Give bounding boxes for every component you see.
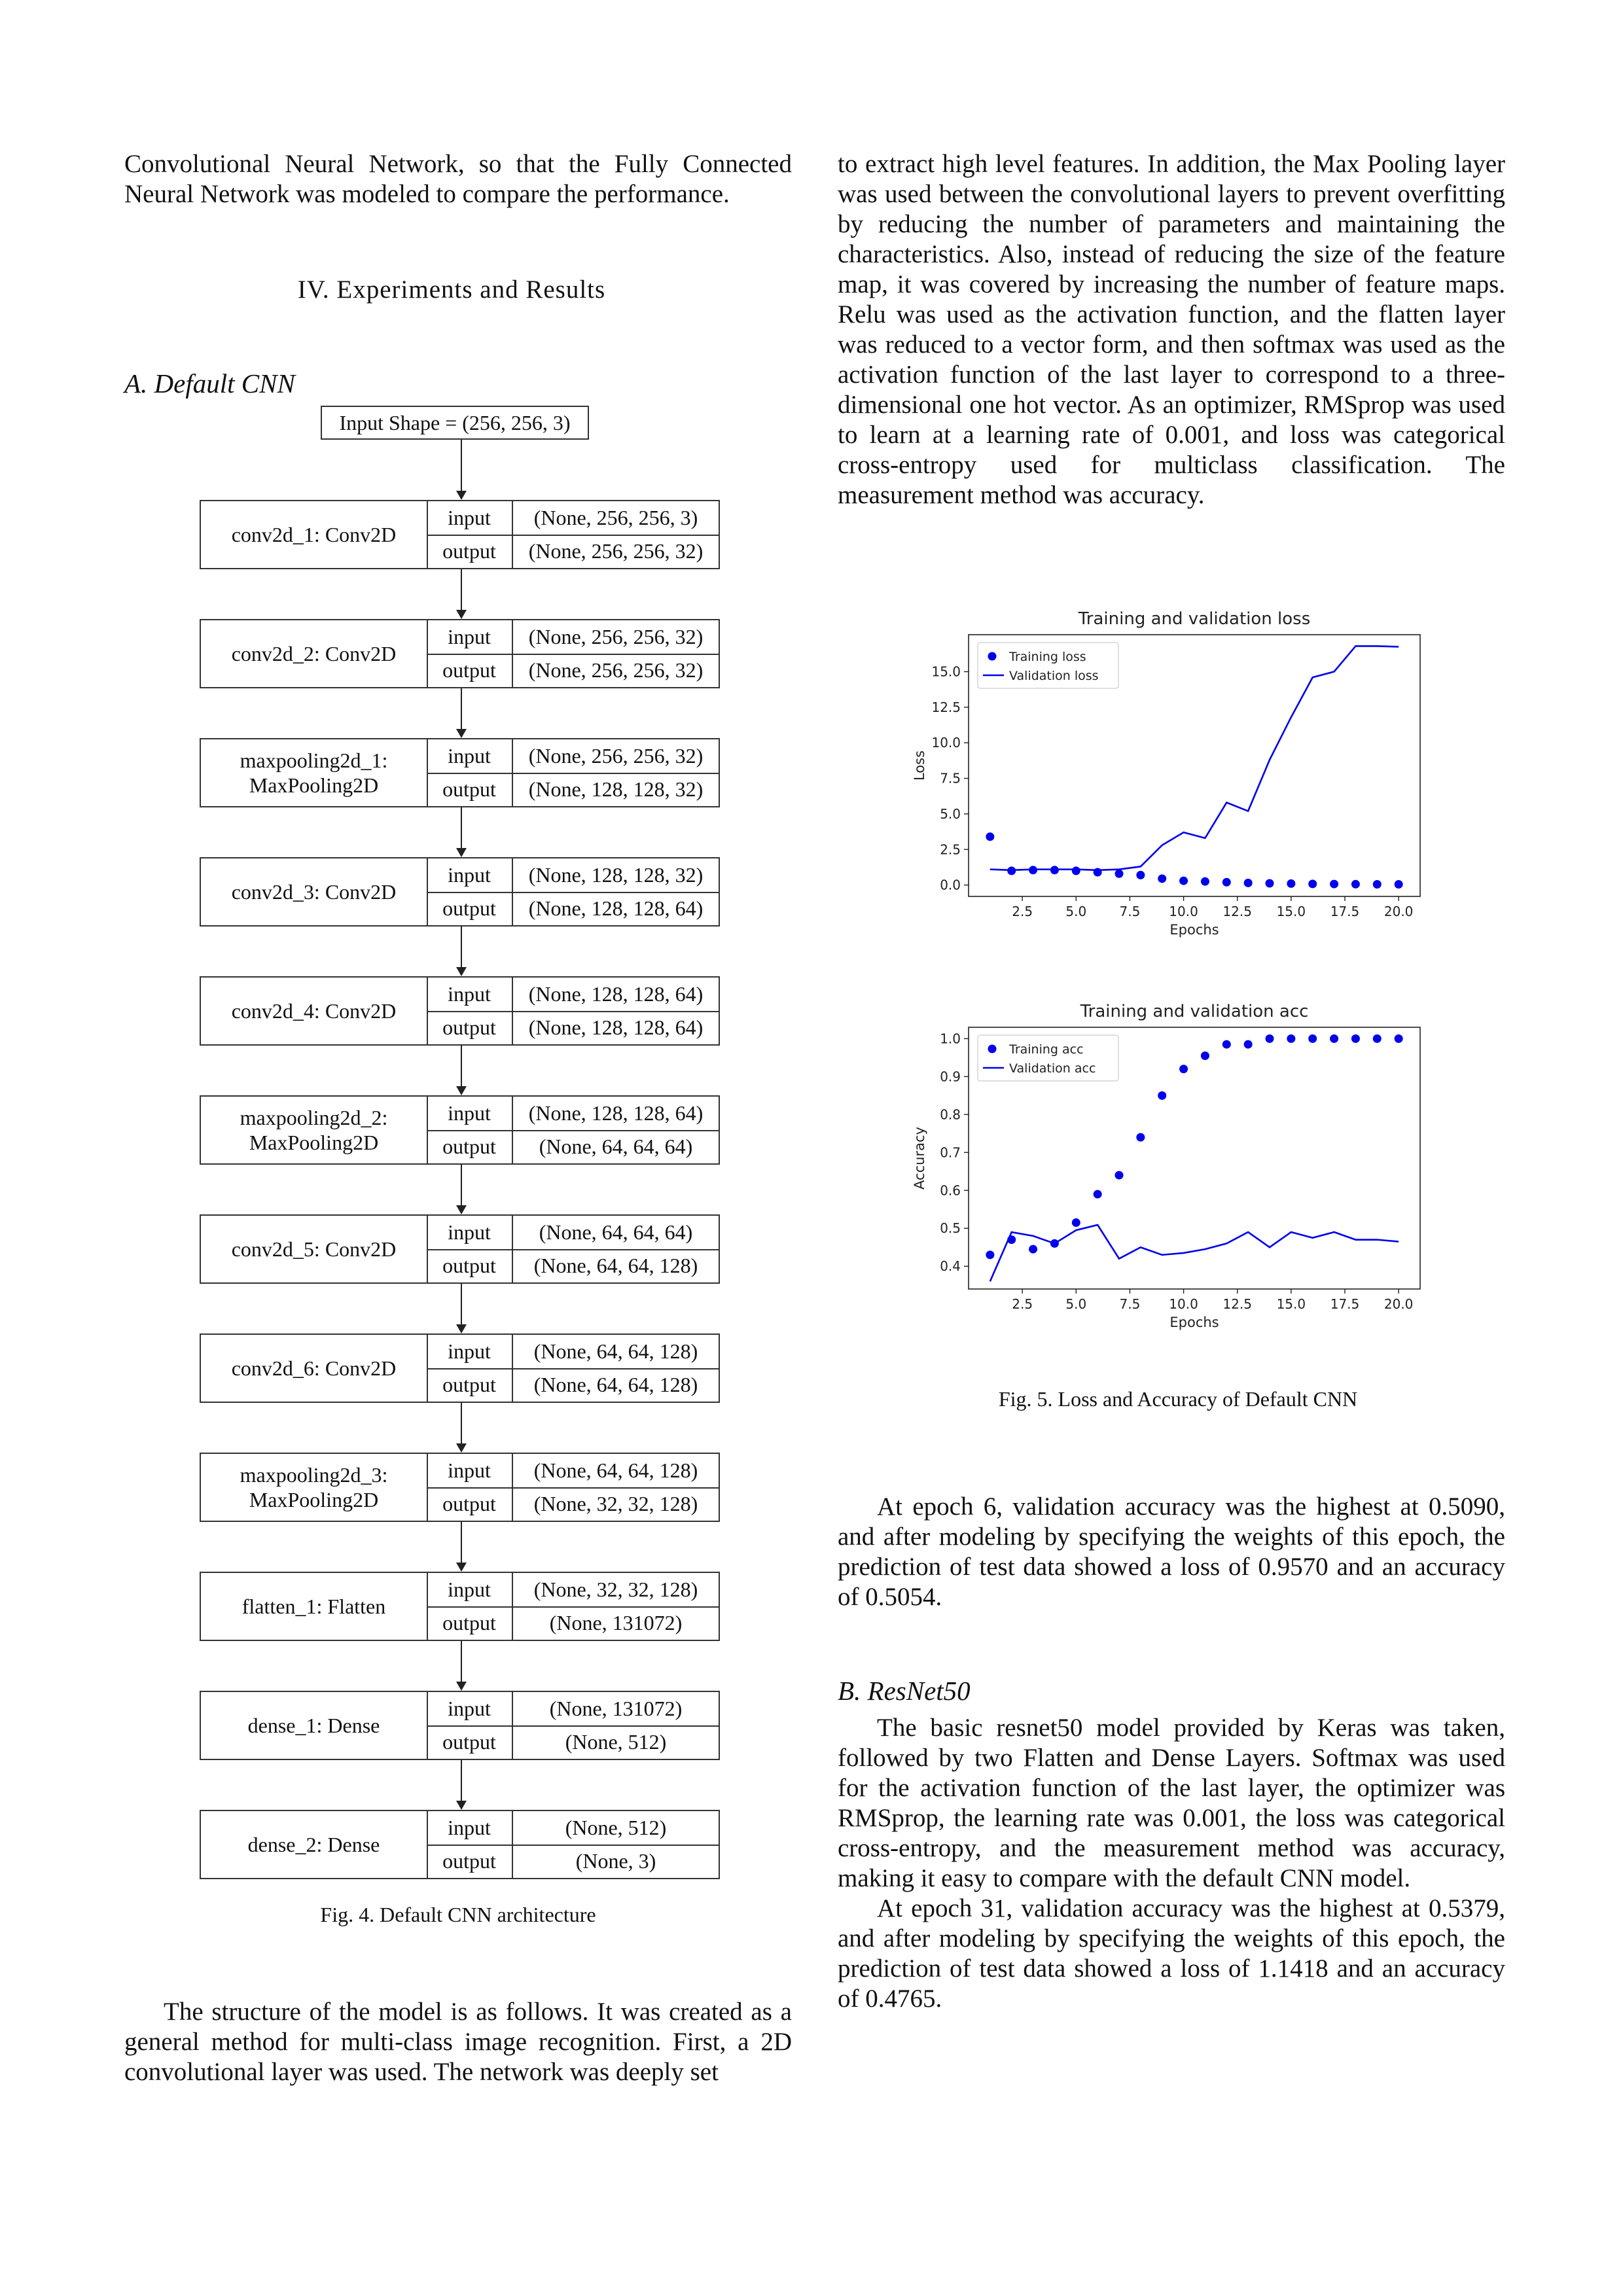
training-series-point <box>1395 880 1403 889</box>
input-shape-value: (None, 128, 128, 64) <box>513 1097 719 1131</box>
y-tick-label: 0.4 <box>940 1258 961 1275</box>
layer-box <box>200 1810 720 1879</box>
training-series-point <box>1201 877 1209 886</box>
training-series-point <box>1351 1034 1360 1043</box>
input-label: input <box>427 858 513 893</box>
y-axis-label: Loss <box>912 750 927 781</box>
output-shape-value: (None, 64, 64, 128) <box>533 1373 698 1396</box>
loss-chart-svg <box>903 595 1453 975</box>
input-label: input <box>427 1811 513 1846</box>
epoch6-paragraph: At epoch 6, validation accuracy was the highest at 0.5090, and after modeling by specifying the weights of this epoch, the prediction of test data showed a loss of 0.9570 and an accuracy of 0.5054. <box>838 1492 1505 1611</box>
x-tick-label: 17.5 <box>1330 1296 1360 1312</box>
flow-arrow <box>461 569 462 610</box>
layer-name: dense_1: Dense <box>201 1692 428 1759</box>
flow-arrow-head <box>456 1324 467 1333</box>
input-label: input <box>427 501 513 536</box>
training-series-point <box>1287 1034 1295 1043</box>
training-series-point <box>1266 1034 1274 1043</box>
accuracy-chart-svg <box>903 988 1453 1368</box>
input-shape-value: (None, 256, 256, 32) <box>513 620 719 655</box>
output-shape-value: (None, 512) <box>565 1730 667 1754</box>
layer-box <box>200 1333 720 1403</box>
x-tick-label: 5.0 <box>1065 904 1087 919</box>
flow-arrow-head <box>456 1801 467 1810</box>
flow-arrow <box>461 1165 462 1205</box>
x-tick-label: 10.0 <box>1169 904 1198 919</box>
y-tick-label: 15.0 <box>931 663 961 680</box>
y-tick-label: 7.5 <box>940 770 961 786</box>
input-shape-value: (None, 64, 64, 128) <box>513 1454 719 1489</box>
right-epoch6 <box>838 1492 1505 1612</box>
input-shape-value: (None, 32, 32, 128) <box>513 1573 719 1608</box>
flow-arrow <box>461 1046 462 1086</box>
training-series-point <box>1351 880 1360 889</box>
flow-arrow-head <box>456 1443 467 1453</box>
input-shape-value: (None, 128, 128, 32) <box>513 858 719 893</box>
x-tick-label: 15.0 <box>1276 1296 1306 1312</box>
layer-name: maxpooling2d_1: MaxPooling2D <box>201 739 428 806</box>
layer-name: dense_2: Dense <box>201 1811 428 1878</box>
output-shape-value: (None, 128, 128, 64) <box>528 1016 704 1039</box>
flow-arrow <box>461 807 462 848</box>
layer-box <box>200 1095 720 1165</box>
left-structure <box>124 1997 792 2087</box>
output-label: output <box>427 535 513 568</box>
layer-box <box>200 1572 720 1641</box>
flow-arrow <box>461 927 462 967</box>
legend-label-validation: Validation loss <box>1009 669 1099 683</box>
x-axis-label: Epochs <box>1169 922 1219 938</box>
y-tick-label: 0.7 <box>940 1144 961 1161</box>
layer-name: maxpooling2d_2: MaxPooling2D <box>201 1097 428 1163</box>
legend-label-training: Training loss <box>1009 650 1086 664</box>
method-paragraph: to extract high level features. In addition, the Max Pooling layer was used between the convolutional layers to prevent overfitting by reducing the number of parameters and maintaining the characteristics. Also, instead of reducing the size of the feature map, it was covered by increasing the number of feature maps. Relu was used as the activation function, and the flatten layer was reduced to a vector form, and then softmax was used as the activation function of the last layer to correspond to a three-dimensional one hot vector. As an optimizer, RMSprop was used to learn at a learning rate of 0.001, and loss was categorical cross-entropy used for multiclass classification. The measurement method was accuracy. <box>838 150 1505 509</box>
intro-paragraph: Convolutional Neural Network, so that the Fully Connected Neural Network was modeled to compare the performance. <box>124 150 792 208</box>
layer-box <box>200 500 720 569</box>
flow-arrow <box>461 1641 462 1682</box>
x-tick-label: 10.0 <box>1169 1296 1198 1312</box>
layer-box <box>200 738 720 807</box>
training-series-point <box>986 832 994 841</box>
legend-label-training: Training acc <box>1009 1042 1084 1057</box>
training-series-point <box>1395 1034 1403 1043</box>
x-tick-label: 12.5 <box>1222 1296 1252 1312</box>
input-label: input <box>427 1335 513 1369</box>
x-tick-label: 20.0 <box>1383 904 1414 919</box>
layer-box <box>200 1214 720 1284</box>
layer-name: maxpooling2d_3: MaxPooling2D <box>201 1454 428 1521</box>
layer-name: flatten_1: Flatten <box>201 1573 428 1640</box>
flow-arrow-head <box>456 848 467 857</box>
training-series-point <box>1179 877 1188 885</box>
training-series-point <box>986 1250 994 1259</box>
flow-arrow <box>461 1284 462 1324</box>
x-tick-label: 2.5 <box>1012 904 1033 919</box>
output-shape-value: (None, 128, 128, 64) <box>528 896 704 920</box>
training-series-point <box>1330 880 1338 889</box>
output-shape-value: (None, 64, 64, 64) <box>539 1135 693 1158</box>
output-label: output <box>427 1368 513 1402</box>
layer-name: conv2d_2: Conv2D <box>201 620 428 687</box>
right-top <box>838 149 1505 510</box>
x-tick-label: 17.5 <box>1330 904 1360 919</box>
output-label: output <box>427 1130 513 1163</box>
flow-arrow-head <box>456 729 467 738</box>
training-series-point <box>1244 879 1253 887</box>
layer-box <box>200 1453 720 1522</box>
flow-arrow <box>461 1522 462 1563</box>
x-tick-label: 15.0 <box>1276 904 1306 919</box>
output-label: output <box>427 1606 513 1640</box>
flow-arrow-head <box>456 1086 467 1095</box>
input-shape-box: Input Shape = (256, 256, 3) <box>321 406 589 440</box>
y-tick-label: 0.5 <box>940 1220 961 1237</box>
y-tick-label: 0.6 <box>940 1182 961 1199</box>
output-label: output <box>427 654 513 687</box>
flow-arrow-head <box>456 1563 467 1572</box>
y-axis-label: Accuracy <box>912 1127 927 1190</box>
training-series-point <box>1222 1040 1231 1049</box>
fig5-caption: Fig. 5. Loss and Accuracy of Default CNN <box>998 1387 1358 1411</box>
input-label: input <box>427 1216 513 1250</box>
output-label: output <box>427 1725 513 1759</box>
input-label: input <box>427 1692 513 1727</box>
chart-title: Training and validation acc <box>1080 1002 1309 1021</box>
architecture-diagram <box>196 406 720 1898</box>
training-series-point <box>1201 1051 1209 1060</box>
layer-name: conv2d_1: Conv2D <box>201 501 428 568</box>
flow-arrow-head <box>456 1682 467 1691</box>
output-shape-value: (None, 256, 256, 32) <box>528 539 704 563</box>
training-series-point <box>1373 880 1382 889</box>
layer-name: conv2d_3: Conv2D <box>201 858 428 925</box>
layer-box <box>200 619 720 688</box>
loss-chart <box>903 595 1453 975</box>
y-tick-label: 0.0 <box>940 877 961 893</box>
training-series-point <box>1222 878 1231 887</box>
output-shape-value: (None, 64, 64, 128) <box>533 1254 698 1277</box>
input-shape-value: (None, 512) <box>513 1811 719 1846</box>
training-series-point <box>1115 1171 1124 1180</box>
x-tick-label: 20.0 <box>1383 1296 1414 1312</box>
training-series-point <box>1373 1034 1382 1043</box>
output-shape-value: (None, 3) <box>575 1849 656 1873</box>
training-series-point <box>1330 1034 1338 1043</box>
training-series-point <box>1136 1133 1145 1142</box>
input-label: input <box>427 739 513 774</box>
training-series-point <box>1179 1065 1188 1073</box>
structure-paragraph: The structure of the model is as follows. It was created as a general method for multi-class image recognition. First, a 2D convolutional layer was used. The network was deeply set <box>124 1998 792 2086</box>
input-shape-value: (None, 256, 256, 32) <box>513 739 719 774</box>
layer-box <box>200 1691 720 1760</box>
subsection-a-heading: A. Default CNN <box>124 368 295 398</box>
input-label: input <box>427 1097 513 1131</box>
training-series-point <box>1072 866 1080 875</box>
layer-box <box>200 857 720 927</box>
output-label: output <box>427 1487 513 1521</box>
input-shape-value: (None, 64, 64, 128) <box>513 1335 719 1369</box>
flow-arrow-head <box>456 967 467 976</box>
fig4-caption: Fig. 4. Default CNN architecture <box>320 1903 596 1926</box>
y-tick-label: 0.8 <box>940 1106 961 1123</box>
output-label: output <box>427 892 513 925</box>
y-tick-label: 10.0 <box>931 735 961 751</box>
input-label: input <box>427 978 513 1012</box>
validation-series-line <box>990 1225 1399 1281</box>
layer-name: conv2d_4: Conv2D <box>201 978 428 1044</box>
x-tick-label: 2.5 <box>1012 1296 1033 1312</box>
input-label: input <box>427 1573 513 1608</box>
output-shape-value: (None, 128, 128, 32) <box>528 777 704 801</box>
y-tick-label: 5.0 <box>940 805 961 822</box>
input-shape-value: (None, 256, 256, 3) <box>513 501 719 536</box>
subsection-b-heading: B. ResNet50 <box>838 1676 971 1706</box>
flow-arrow-head <box>456 610 467 619</box>
chart-title: Training and validation loss <box>1078 609 1311 629</box>
output-label: output <box>427 1249 513 1282</box>
x-tick-label: 5.0 <box>1065 1296 1087 1312</box>
layer-box <box>200 976 720 1046</box>
flow-arrow <box>461 688 462 729</box>
input-label: input <box>427 620 513 655</box>
flow-arrow <box>461 1403 462 1443</box>
output-label: output <box>427 1011 513 1044</box>
training-series-point <box>1136 871 1145 879</box>
training-series-point <box>1158 1091 1166 1100</box>
layer-name: conv2d_6: Conv2D <box>201 1335 428 1402</box>
input-label: input <box>427 1454 513 1489</box>
training-series-point <box>1287 879 1295 888</box>
left-intro <box>124 149 792 209</box>
x-tick-label: 7.5 <box>1119 1296 1141 1312</box>
layer-name: conv2d_5: Conv2D <box>201 1216 428 1282</box>
flow-arrow <box>461 1760 462 1801</box>
flow-arrow <box>461 440 462 491</box>
legend-marker-training <box>988 652 997 661</box>
output-shape-value: (None, 32, 32, 128) <box>533 1492 698 1515</box>
flow-arrow-head <box>456 1205 467 1214</box>
y-tick-label: 1.0 <box>940 1031 961 1047</box>
training-series-point <box>1158 874 1166 883</box>
section-heading: IV. Experiments and Results <box>297 275 606 304</box>
right-resnet <box>838 1713 1505 2014</box>
input-shape-value: (None, 64, 64, 64) <box>513 1216 719 1250</box>
y-tick-label: 12.5 <box>931 699 961 715</box>
input-shape-value: (None, 128, 128, 64) <box>513 978 719 1012</box>
training-series-point <box>1115 870 1124 878</box>
accuracy-chart <box>903 988 1453 1368</box>
output-label: output <box>427 773 513 806</box>
flow-arrow-head <box>456 491 467 500</box>
training-series-point <box>1029 1245 1037 1254</box>
legend-label-validation: Validation acc <box>1009 1061 1096 1076</box>
training-series-point <box>1072 1218 1080 1227</box>
x-axis-label: Epochs <box>1169 1315 1219 1330</box>
training-series-point <box>1244 1040 1253 1049</box>
training-series-point <box>1308 1034 1317 1043</box>
training-series-point <box>1266 879 1274 888</box>
output-shape-value: (None, 131072) <box>549 1611 683 1634</box>
training-series-point <box>1094 1190 1102 1199</box>
y-tick-label: 0.9 <box>940 1069 961 1085</box>
y-tick-label: 2.5 <box>940 841 961 858</box>
x-tick-label: 12.5 <box>1222 904 1252 919</box>
resnet-paragraph: The basic resnet50 model provided by Keras was taken, followed by two Flatten and Dense Layers. Softmax was used for the activation function of the last layer, the optimizer was RMSprop, the learning rate was 0.001, the loss was categorical cross-entropy, and the measurement method was accuracy, making it easy to compare with the default CNN model. <box>838 1714 1505 1892</box>
output-label: output <box>427 1845 513 1878</box>
x-tick-label: 7.5 <box>1119 904 1141 919</box>
training-series-point <box>1308 879 1317 888</box>
output-shape-value: (None, 256, 256, 32) <box>528 658 704 682</box>
epoch31-paragraph: At epoch 31, validation accuracy was the highest at 0.5379, and after modeling by specifying the weights of this epoch, the prediction of test data showed a loss of 1.1418 and an accuracy of 0.4765. <box>838 1894 1505 2013</box>
input-shape-value: (None, 131072) <box>513 1692 719 1727</box>
legend-marker-training <box>988 1045 997 1053</box>
